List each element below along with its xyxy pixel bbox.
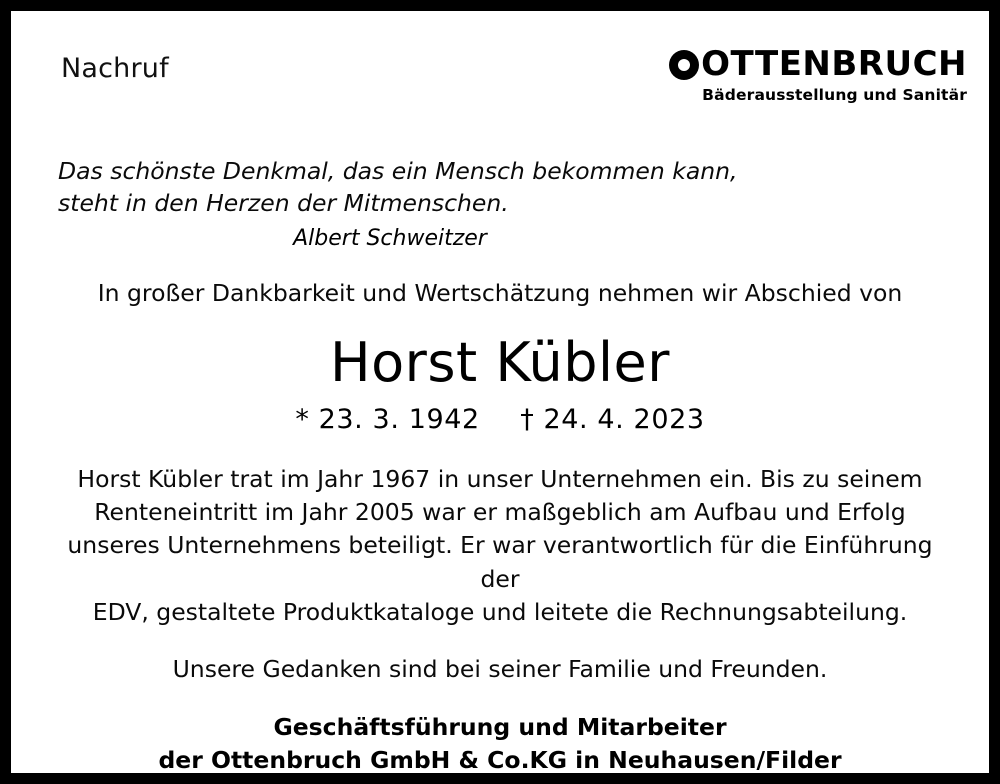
signature-line-1: Geschäftsführung und Mitarbeiter [273, 713, 727, 742]
quote-line-1: Das schönste Denkmal, das ein Mensch bekommen kann, [58, 157, 738, 185]
body-line-3: unseres Unternehmens beteiligt. Er war verantwortlich für die Einführung der [67, 531, 933, 593]
quote-author: Albert Schweitzer [293, 225, 487, 251]
death-date: † 24. 4. 2023 [520, 403, 705, 435]
condolence-text: Unsere Gedanken sind bei seiner Familie und Freunden. [172, 655, 828, 684]
body-line-2: Renteneintritt im Jahr 2005 war er maßgeblich am Aufbau und Erfolg [94, 497, 906, 526]
company-logo [669, 44, 967, 104]
deceased-name: Horst Kübler [330, 330, 670, 394]
body-line-4: EDV, gestaltete Produktkataloge und leitete die Rechnungsabteilung. [92, 597, 908, 626]
signature-line-2: der Ottenbruch GmbH & Co.KG in Neuhausen/Filder [158, 745, 842, 774]
logo-company-name: OTTENBRUCH [701, 44, 967, 84]
page-title: Nachruf [61, 53, 169, 84]
signature-block [11, 711, 989, 776]
memorial-body [53, 463, 947, 630]
quote-block [58, 155, 778, 220]
notice-header [11, 11, 989, 121]
deceased-dates [11, 404, 989, 435]
quote-line-2: steht in den Herzen der Mitmenschen. [58, 189, 509, 218]
birth-date: * 23. 3. 1942 [295, 403, 480, 435]
intro-text: In großer Dankbarkeit und Wertschätzung nehmen wir Abschied von [97, 278, 903, 307]
obituary-notice [11, 11, 989, 773]
logo-wordmark [669, 44, 967, 84]
body-line-1: Horst Kübler trat im Jahr 1967 in unser Unternehmen ein. Bis zu seinem [77, 464, 923, 493]
ottenbruch-circle-icon [669, 50, 699, 80]
logo-tagline: Bäderausstellung und Sanitär [702, 86, 967, 104]
